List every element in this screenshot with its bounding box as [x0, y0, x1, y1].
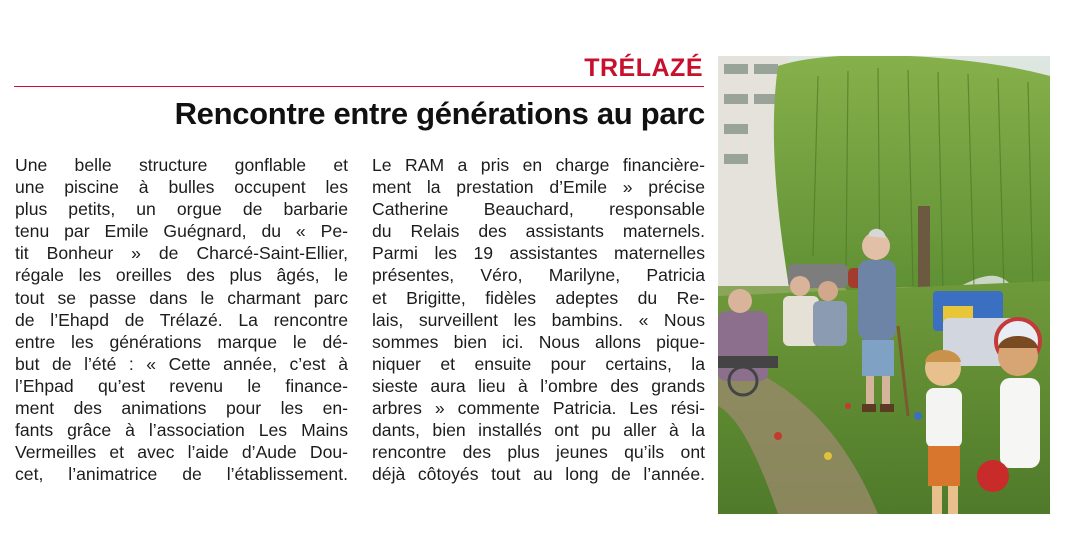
text-line: tit Bonheur » de Charcé-Saint-Ellier,: [15, 243, 348, 264]
text-line: et Brigitte, fidèles adeptes du Re-: [372, 287, 705, 308]
article-photo: [718, 56, 1050, 514]
text-line: ment la prestation d’Emile » précise: [372, 177, 705, 198]
article-headline: Rencontre entre générations au parc: [174, 96, 705, 131]
text-line: cet, l’animatrice de l’établissement.: [15, 464, 348, 485]
text-line: l’Ehpad qu’est revenu le finance-: [15, 375, 348, 396]
section-label: TRÉLAZÉ: [584, 54, 703, 82]
text-line: entre les générations marque le dé-: [15, 331, 348, 352]
text-line: du Relais des assistants maternels.: [372, 221, 705, 242]
text-line: une piscine à bulles occupent les: [15, 177, 348, 198]
text-line: présentes, Véro, Marilyne, Patricia: [372, 265, 705, 286]
section-rule: [14, 86, 704, 87]
text-line: Vermeilles et avec l’aide d’Aude Dou-: [15, 442, 348, 463]
text-line: Catherine Beauchard, responsable: [372, 199, 705, 220]
text-line: Le RAM a pris en charge financière-: [372, 155, 705, 175]
text-line: déjà côtoyés tout au long de l’année.: [372, 464, 705, 485]
text-line: de l’Ehapd de Trélazé. La rencontre: [15, 309, 348, 330]
text-line: tenu par Emile Guégnard, du « Pe-: [15, 221, 348, 242]
text-line: dants, bien installés ont pu aller à la: [372, 420, 705, 441]
article-column-2: [372, 154, 705, 485]
text-line: lais, surveillent les bambins. « Nous: [372, 309, 705, 330]
text-line: rencontre des plus jeunes qu’ils ont: [372, 442, 705, 463]
text-line: régale les oreilles des plus âgés, le: [15, 265, 348, 286]
text-line: arbres » commente Patricia. Les rési-: [372, 398, 705, 419]
text-line: sommes bien ici. Nous allons pique-: [372, 331, 705, 352]
text-line: Une belle structure gonflable et: [15, 155, 348, 175]
text-line: fants grâce à l’association Les Mains: [15, 420, 348, 441]
article-column-1: [15, 154, 348, 485]
text-line: niquer et ensuite pour certains, la: [372, 353, 705, 374]
text-line: but de l’été : « Cette année, c’est à: [15, 353, 348, 374]
text-line: ment des animations pour les en-: [15, 398, 348, 419]
text-line: tout se passe dans le charmant parc: [15, 287, 348, 308]
text-line: plus petits, un orgue de barbarie: [15, 199, 348, 220]
park-scene-illustration: [718, 56, 1050, 514]
text-line: Parmi les 19 assistantes maternelles: [372, 243, 705, 264]
text-line: sieste aura lieu à l’ombre des grands: [372, 375, 705, 396]
